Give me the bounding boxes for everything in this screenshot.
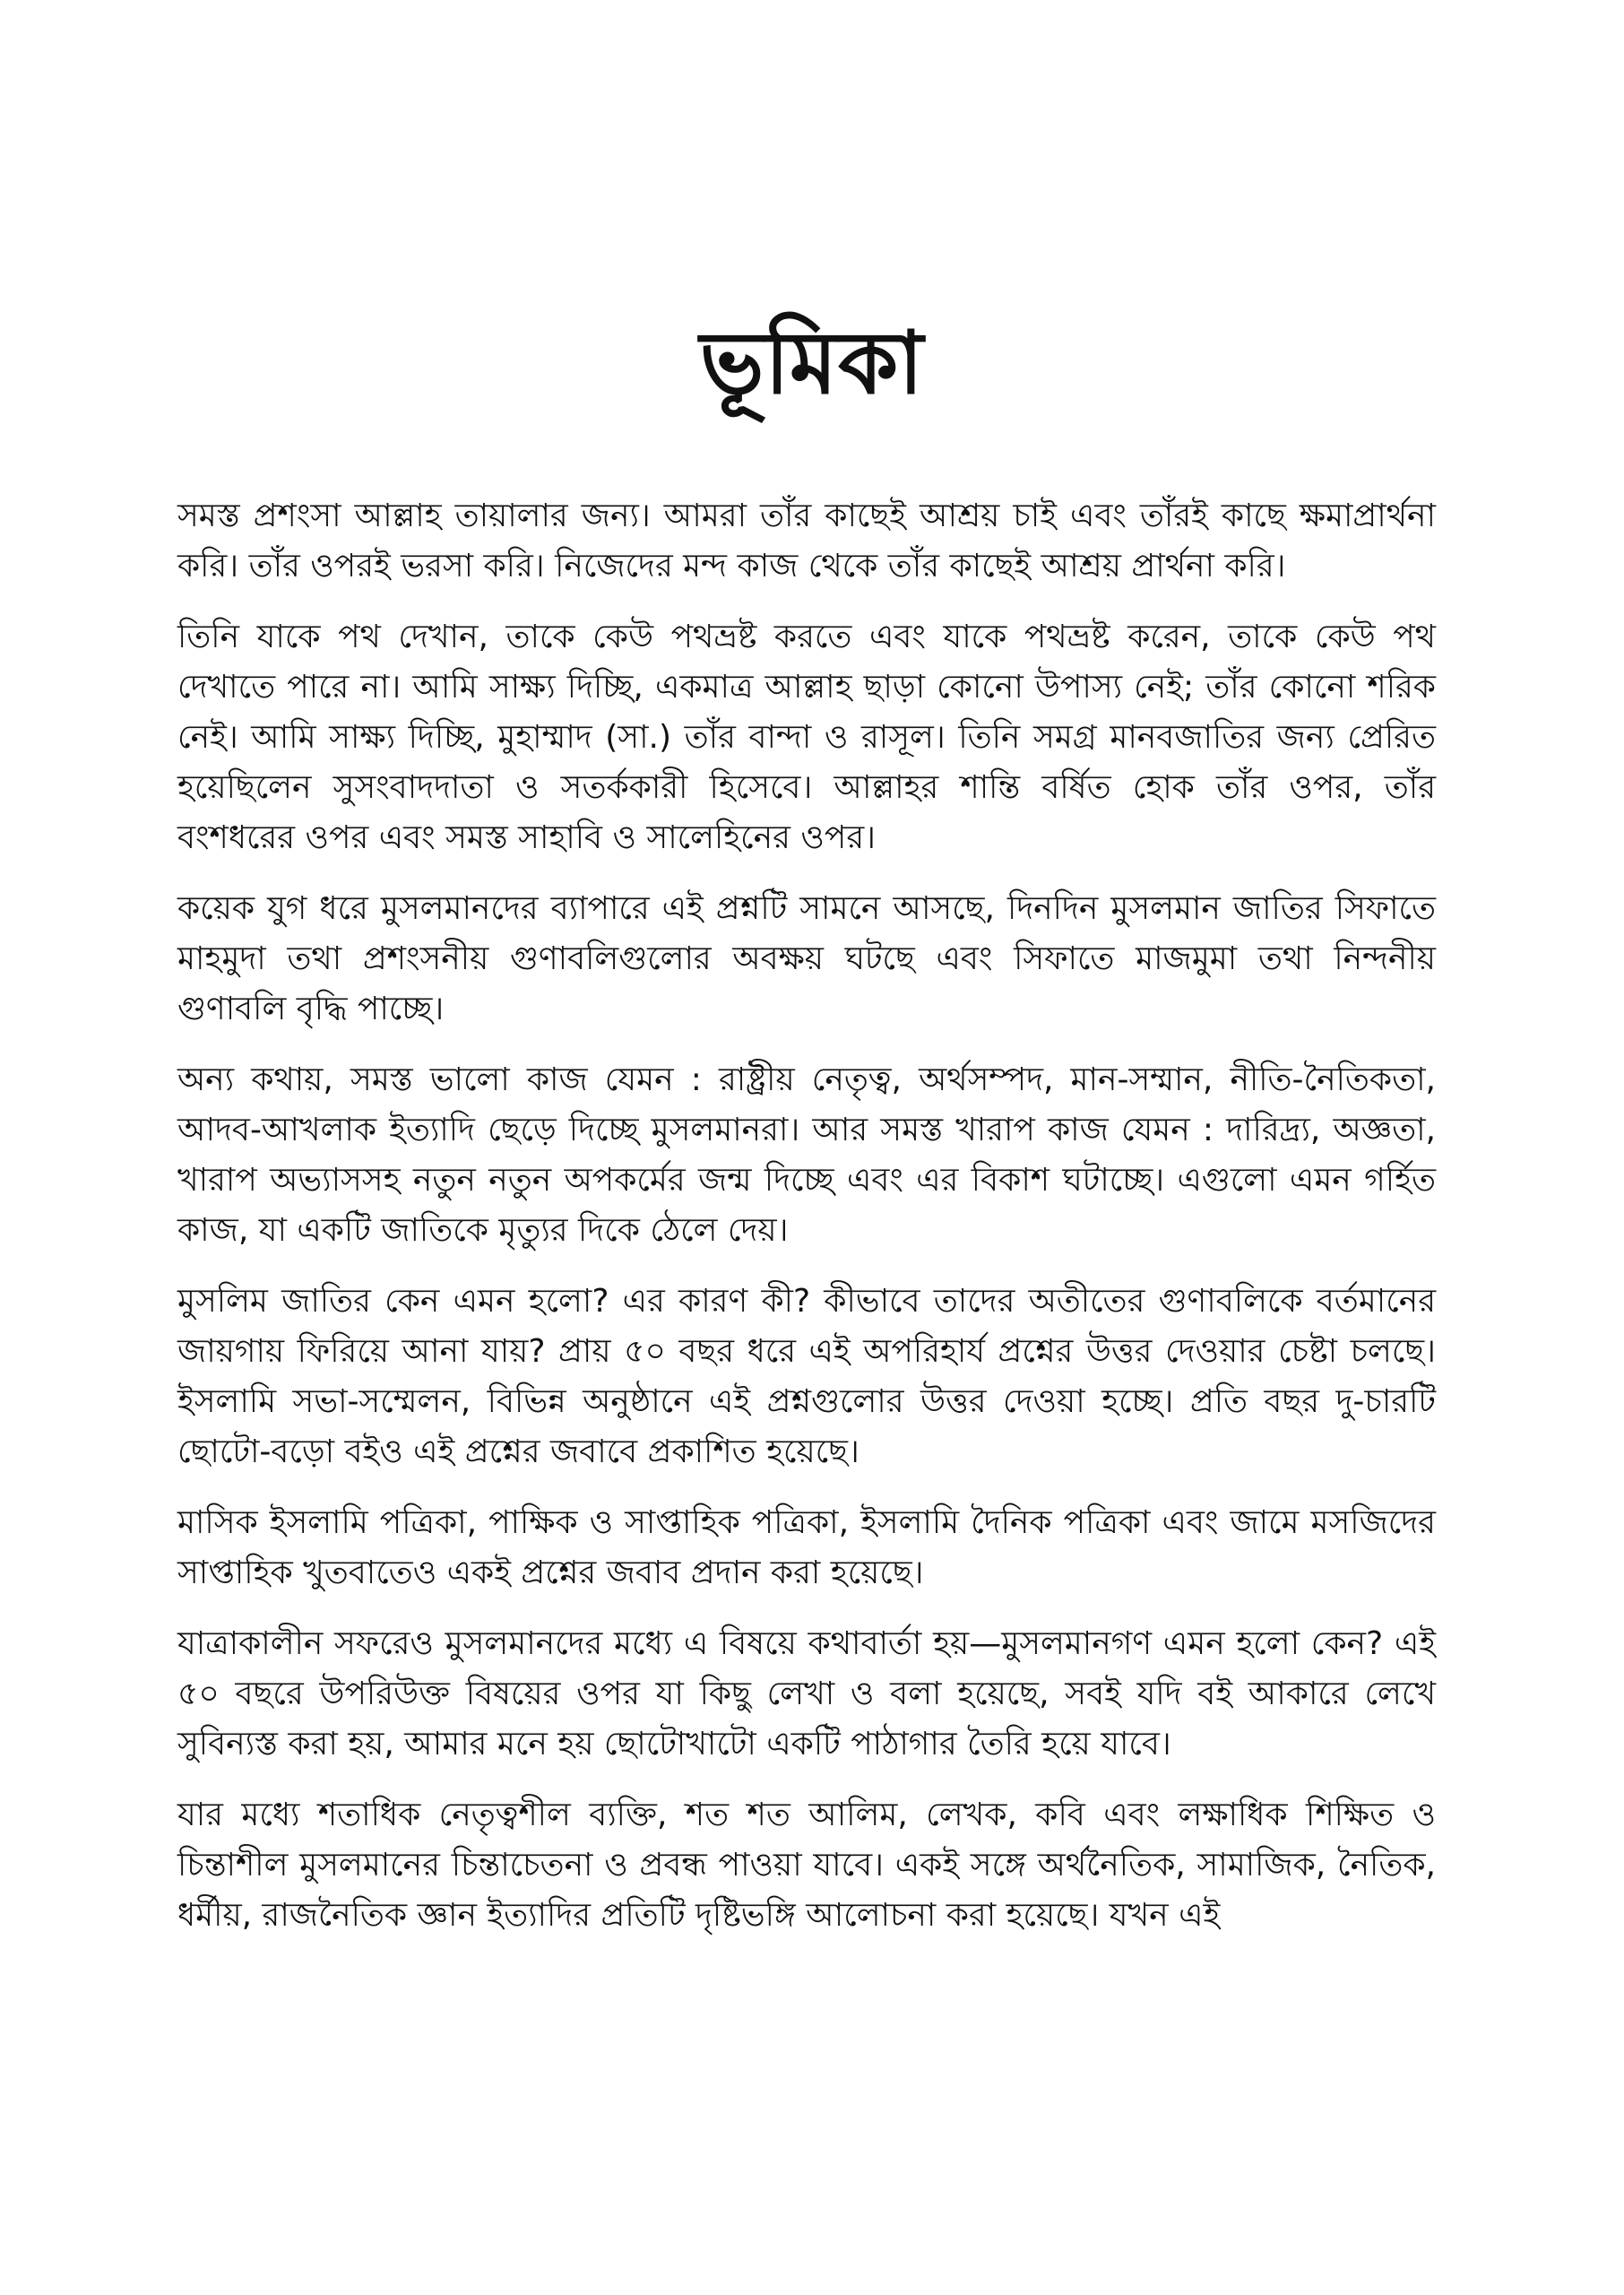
paragraph: সমস্ত প্রশংসা আল্লাহ তায়ালার জন্য। আমরা তাঁর কাছেই আশ্রয় চাই এবং তাঁরই কাছে ক্ষমাপ্রার্থনা করি। তাঁর ওপরই ভরসা করি। নিজেদের মন্দ কাজ থেকে তাঁর কাছেই আশ্রয় প্রার্থনা করি। <box>177 498 1436 585</box>
body-text <box>177 491 1436 1962</box>
page-title: ভূমিকা <box>699 313 925 413</box>
paragraph: মাসিক ইসলামি পত্রিকা, পাক্ষিক ও সাপ্তাহিক পত্রিকা, ইসলামি দৈনিক পত্রিকা এবং জামে মসজিদের সাপ্তাহিক খুতবাতেও একই প্রশ্নের জবাব প্রদান করা হয়েছে। <box>177 1504 1436 1591</box>
paragraph: কয়েক যুগ ধরে মুসলমানদের ব্যাপারে এই প্রশ্নটি সামনে আসছে, দিনদিন মুসলমান জাতির সিফাতে মাহমুদা তথা প্রশংসনীয় গুণাবলিগুলোর অবক্ষয় ঘটছে এবং সিফাতে মাজমুমা তথা নিন্দনীয় গুণাবলি বৃদ্ধি পাচ্ছে। <box>177 890 1436 1027</box>
paragraph: মুসলিম জাতির কেন এমন হলো? এর কারণ কী? কীভাবে তাদের অতীতের গুণাবলিকে বর্তমানের জায়গায় ফিরিয়ে আনা যায়? প্রায় ৫০ বছর ধরে এই অপরিহার্য প্রশ্নের উত্তর দেওয়ার চেষ্টা চলছে। ইসলামি সভা-সম্মেলন, বিভিন্ন অনুষ্ঠানে এই প্রশ্নগুলোর উত্তর দেওয়া হচ্ছে। প্রতি বছর দু-চারটি ছোটো-বড়ো বইও এই প্রশ্নের জবাবে প্রকাশিত হয়েছে। <box>177 1283 1436 1470</box>
paragraph: যার মধ্যে শতাধিক নেতৃত্বশীল ব্যক্তি, শত শত আলিম, লেখক, কবি এবং লক্ষাধিক শিক্ষিত ও চিন্তাশীল মুসলমানের চিন্তাচেতনা ও প্রবন্ধ পাওয়া যাবে। একই সঙ্গে অর্থনৈতিক, সামাজিক, নৈতিক, ধর্মীয়, রাজনৈতিক জ্ঞান ইত্যাদির প্রতিটি দৃষ্টিভঙ্গি আলোচনা করা হয়েছে। যখন এই <box>177 1797 1436 1934</box>
paragraph: যাত্রাকালীন সফরেও মুসলমানদের মধ্যে এ বিষয়ে কথাবার্তা হয়—মুসলমানগণ এমন হলো কেন? এই ৫০ বছরে উপরিউক্ত বিষয়ের ওপর যা কিছু লেখা ও বলা হয়েছে, সবই যদি বই আকারে লেখে সুবিন্যস্ত করা হয়, আমার মনে হয় ছোটোখাটো একটি পাঠাগার তৈরি হয়ে যাবে। <box>177 1625 1436 1762</box>
paragraph: তিনি যাকে পথ দেখান, তাকে কেউ পথভ্রষ্ট করতে এবং যাকে পথভ্রষ্ট করেন, তাকে কেউ পথ দেখাতে পারে না। আমি সাক্ষ্য দিচ্ছি, একমাত্র আল্লাহ ছাড়া কোনো উপাস্য নেই; তাঁর কোনো শরিক নেই। আমি সাক্ষ্য দিচ্ছি, মুহাম্মাদ (সা.) তাঁর বান্দা ও রাসূল। তিনি সমগ্র মানবজাতির জন্য প্রেরিত হয়েছিলেন সুসংবাদদাতা ও সতর্ককারী হিসেবে। আল্লাহর শান্তি বর্ষিত হোক তাঁর ওপর, তাঁর বংশধরের ওপর এবং সমস্ত সাহাবি ও সালেহিনের ওপর। <box>177 619 1436 856</box>
paragraph: অন্য কথায়, সমস্ত ভালো কাজ যেমন : রাষ্ট্রীয় নেতৃত্ব, অর্থসম্পদ, মান-সম্মান, নীতি-নৈতিকতা, আদব-আখলাক ইত্যাদি ছেড়ে দিচ্ছে মুসলমানরা। আর সমস্ত খারাপ কাজ যেমন : দারিদ্র্য, অজ্ঞতা, খারাপ অভ্যাসসহ নতুন নতুন অপকর্মের জন্ম দিচ্ছে এবং এর বিকাশ ঘটাচ্ছে। এগুলো এমন গর্হিত কাজ, যা একটি জাতিকে মৃত্যুর দিকে ঠেলে দেয়। <box>177 1061 1436 1249</box>
